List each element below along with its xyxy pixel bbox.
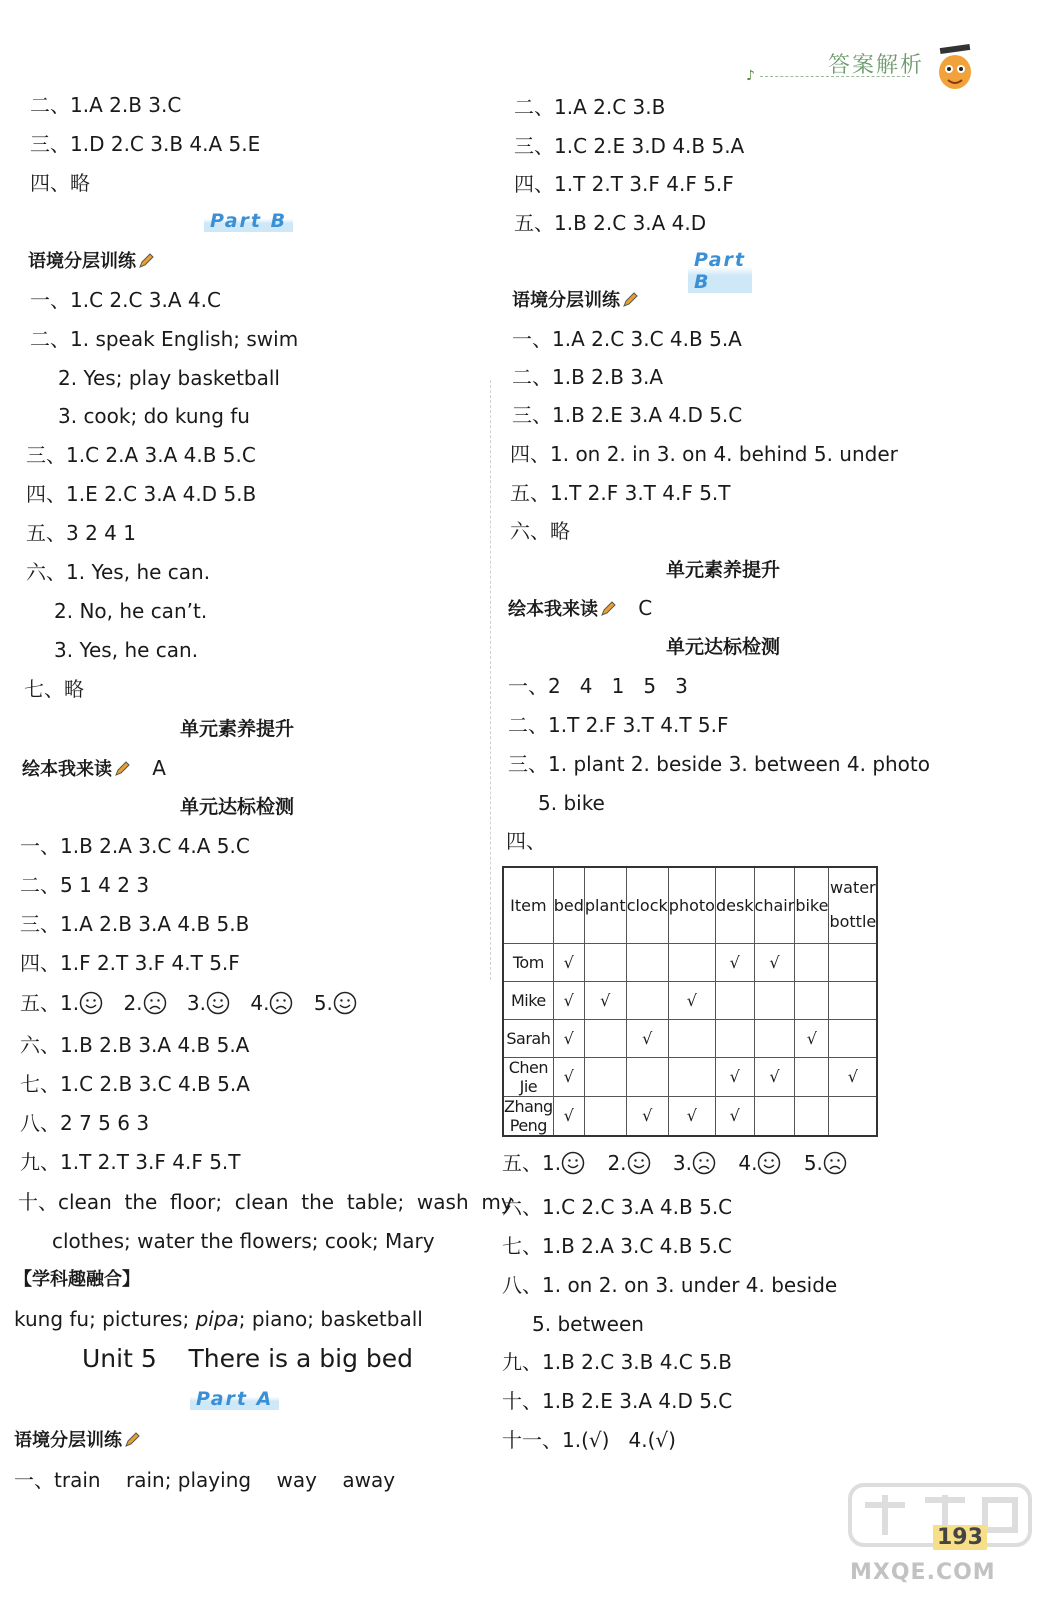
table-cell: √: [668, 981, 715, 1019]
smiley-face-icon: [561, 1151, 585, 1175]
smiley-face-icon: [206, 991, 230, 1015]
answer-line: 四、1.E 2.C 3.A 4.D 5.B: [26, 482, 257, 506]
smiley-face-icon: [79, 991, 103, 1015]
table-cell: [795, 1057, 829, 1096]
table-row-label: Sarah: [503, 1019, 553, 1057]
answer-text: ; piano; basketball: [238, 1307, 423, 1331]
table-header-cell: photo: [668, 867, 715, 943]
answer-line: 三、1.B 2.E 3.A 4.D 5.C: [512, 403, 743, 427]
smiley-face-icon: [333, 991, 357, 1015]
answer-line: 二、5 1 4 2 3: [20, 873, 150, 897]
answer-line: 四、1. on 2. in 3. on 4. behind 5. under: [510, 442, 898, 466]
table-cell: √: [754, 1057, 795, 1096]
reading-line: [508, 595, 652, 623]
table-header-cell: plant: [584, 867, 626, 943]
item-number: 2.: [123, 991, 143, 1015]
answer-line: 3. cook; do kung fu: [58, 404, 250, 428]
answer-line: 二、1. speak English; swim: [30, 327, 299, 351]
pencil-icon: [622, 292, 638, 308]
answer-line: 九、1.T 2.T 3.F 4.F 5.T: [20, 1150, 241, 1174]
item-number: 3.: [186, 991, 206, 1015]
table-row: [503, 1057, 877, 1096]
part-a-heading: Part A: [190, 1388, 279, 1410]
answer-line: 七、略: [24, 677, 84, 701]
table-row: [503, 981, 877, 1019]
answer-line: 二、1.A 2.C 3.B: [514, 95, 666, 119]
table-cell: [668, 943, 715, 981]
section-label: [28, 249, 154, 275]
table-cell: [626, 943, 668, 981]
table-cell: √: [795, 1019, 829, 1057]
answer-line: 2. No, he can’t.: [54, 599, 208, 623]
answer-line: 十、1.B 2.E 3.A 4.D 5.C: [502, 1389, 733, 1413]
answer-line: clothes; water the flowers; cook; Mary: [52, 1229, 435, 1253]
table-header-cell: desk: [715, 867, 754, 943]
table-header-cell: water bottle: [829, 867, 877, 943]
item-table: [502, 866, 878, 1137]
table-cell: √: [829, 1057, 877, 1096]
faces-line: [502, 1150, 847, 1176]
answer-line: 2. Yes; play basketball: [58, 366, 280, 390]
watermark-text: MXQE.COM: [850, 1560, 996, 1585]
answer-line: 四、略: [30, 171, 90, 195]
section-heading: 单元达标检测: [180, 796, 295, 818]
table-cell: √: [553, 1057, 584, 1096]
table-cell: √: [626, 1096, 668, 1136]
part-b-heading: Part B: [204, 210, 293, 232]
table-cell: [829, 1019, 877, 1057]
table-cell: √: [715, 943, 754, 981]
table-cell: √: [754, 943, 795, 981]
table-header-cell: clock: [626, 867, 668, 943]
answer-line: 5. between: [532, 1312, 644, 1336]
answer-line: 一、train rain; playing way away: [14, 1468, 396, 1492]
section-label: [512, 288, 638, 314]
table-header-cell: bed: [553, 867, 584, 943]
answer-line: 九、1.B 2.C 3.B 4.C 5.B: [502, 1350, 732, 1374]
table-cell: [715, 1019, 754, 1057]
table-cell: [754, 1019, 795, 1057]
item-number: 五、1.: [502, 1151, 562, 1175]
answer-line: 十、clean the floor; clean the table; wash my: [18, 1190, 513, 1214]
sad-face-icon: [269, 991, 293, 1015]
page-number: 193: [933, 1525, 987, 1550]
table-header-row: [503, 867, 877, 943]
section-heading: 单元素养提升: [180, 718, 295, 740]
mascot-icon: [930, 42, 980, 92]
smiley-face-icon: [757, 1151, 781, 1175]
item-number: 4.: [250, 991, 270, 1015]
sad-face-icon: [692, 1151, 716, 1175]
table-cell: [829, 981, 877, 1019]
table-cell: √: [553, 1019, 584, 1057]
smiley-face-icon: [627, 1151, 651, 1175]
table-cell: [715, 981, 754, 1019]
table-row-label: Tom: [503, 943, 553, 981]
reading-line: [22, 755, 166, 783]
answer-text: kung fu; pictures;: [14, 1307, 196, 1331]
sad-face-icon: [143, 991, 167, 1015]
pencil-icon: [600, 601, 616, 617]
item-number: 5.: [803, 1151, 823, 1175]
answer-line: 三、1.A 2.B 3.A 4.B 5.B: [20, 912, 250, 936]
section-heading: 单元达标检测: [666, 636, 781, 658]
answer-line: 六、1.C 2.C 3.A 4.B 5.C: [502, 1195, 733, 1219]
answer-line: 一、1.B 2.A 3.C 4.A 5.C: [20, 834, 250, 858]
answer-line: 六、1.B 2.B 3.A 4.B 5.A: [20, 1033, 250, 1057]
table-cell: [668, 1019, 715, 1057]
answer-line: 十一、1.(√) 4.(√): [502, 1428, 676, 1452]
item-number: 4.: [738, 1151, 758, 1175]
table-cell: √: [668, 1096, 715, 1136]
reading-answer: C: [638, 596, 653, 620]
table-row-label: Mike: [503, 981, 553, 1019]
section-label: 【学科趣融合】: [14, 1269, 140, 1290]
faces-line: [20, 990, 357, 1016]
unit-title: Unit 5 There is a big bed: [82, 1344, 414, 1373]
leaf-icon: ♪: [746, 68, 755, 84]
column-divider: [490, 380, 491, 980]
table-header-cell: Item: [503, 867, 553, 943]
answer-line: 八、2 7 5 6 3: [20, 1111, 150, 1135]
table-cell: [829, 943, 877, 981]
table-cell: [584, 1057, 626, 1096]
table-cell: [626, 981, 668, 1019]
answer-line: 一、1.C 2.C 3.A 4.C: [30, 288, 221, 312]
section-label: [14, 1428, 140, 1454]
answer-line: 五、1.T 2.F 3.T 4.F 5.T: [510, 481, 731, 505]
answer-line: 七、1.C 2.B 3.C 4.B 5.A: [20, 1072, 250, 1096]
page-header: [740, 40, 1000, 100]
section-label-text: 语境分层训练: [512, 290, 620, 311]
answer-line: 三、1. plant 2. beside 3. between 4. photo: [508, 752, 931, 776]
answer-line: 一、2 4 1 5 3: [508, 674, 688, 698]
table-cell: √: [553, 1096, 584, 1136]
section-label-text: 绘本我来读: [508, 599, 598, 620]
table-cell: [584, 1096, 626, 1136]
answer-line: 五、3 2 4 1: [26, 521, 136, 545]
header-title: 答案解析: [828, 53, 925, 78]
item-number: 五、1.: [20, 991, 80, 1015]
table-row: [503, 1096, 877, 1136]
table-cell: [795, 943, 829, 981]
section-label-text: 语境分层训练: [28, 251, 136, 272]
answer-line: 三、1.D 2.C 3.B 4.A 5.E: [30, 132, 261, 156]
answer-line: 七、1.B 2.A 3.C 4.B 5.C: [502, 1234, 732, 1258]
table-cell: [829, 1096, 877, 1136]
table-cell: √: [553, 981, 584, 1019]
part-b-heading: Part B: [688, 249, 752, 293]
table-body: [503, 943, 877, 1136]
sad-face-icon: [823, 1151, 847, 1175]
section-heading: 单元素养提升: [666, 559, 781, 581]
table-header-cell: bike: [795, 867, 829, 943]
table-cell: √: [626, 1019, 668, 1057]
pencil-icon: [138, 253, 154, 269]
pencil-icon: [124, 1432, 140, 1448]
answer-line: 三、1.C 2.E 3.D 4.B 5.A: [514, 134, 745, 158]
answer-line: 5. bike: [538, 791, 605, 815]
answer-line: 一、1.A 2.C 3.C 4.B 5.A: [512, 327, 742, 351]
table-cell: [795, 981, 829, 1019]
table-row: [503, 943, 877, 981]
reading-answer: A: [152, 756, 166, 780]
table-cell: [795, 1096, 829, 1136]
table-cell: √: [584, 981, 626, 1019]
item-number: 5.: [313, 991, 333, 1015]
table-cell: √: [553, 943, 584, 981]
answer-line: 二、1.T 2.F 3.T 4.T 5.F: [508, 713, 729, 737]
answer-text-italic: pipa: [195, 1307, 239, 1331]
table-cell: [584, 1019, 626, 1057]
answer-line: 四、: [506, 829, 546, 853]
answer-line: 五、1.B 2.C 3.A 4.D: [514, 211, 707, 235]
pencil-icon: [114, 761, 130, 777]
section-label-text: 语境分层训练: [14, 1430, 122, 1451]
table-cell: √: [715, 1096, 754, 1136]
section-label-text: 绘本我来读: [22, 759, 112, 780]
table-cell: [754, 1096, 795, 1136]
table-row-label: Zhang Peng: [504, 1096, 553, 1135]
item-number: 3.: [672, 1151, 692, 1175]
table-row: [503, 1019, 877, 1057]
item-number: 2.: [607, 1151, 627, 1175]
table-row-label: Chen Jie: [503, 1057, 553, 1096]
table-cell: [584, 943, 626, 981]
table-cell: √: [715, 1057, 754, 1096]
table-header-cell: chair: [754, 867, 795, 943]
answer-line: 二、1.A 2.B 3.C: [30, 93, 182, 117]
answer-line: 八、1. on 2. on 3. under 4. beside: [502, 1273, 838, 1297]
answer-line: 六、略: [510, 519, 570, 543]
answer-line: 三、1.C 2.A 3.A 4.B 5.C: [26, 443, 256, 467]
answer-line: 四、1.F 2.T 3.F 4.T 5.F: [20, 951, 240, 975]
answer-line: [14, 1306, 423, 1332]
table-cell: [754, 981, 795, 1019]
table-cell: [668, 1057, 715, 1096]
answer-line: 二、1.B 2.B 3.A: [512, 365, 664, 389]
answer-line: 四、1.T 2.T 3.F 4.F 5.F: [514, 172, 734, 196]
answer-line: 3. Yes, he can.: [54, 638, 199, 662]
answer-line: 六、1. Yes, he can.: [26, 560, 211, 584]
table-cell: [626, 1057, 668, 1096]
